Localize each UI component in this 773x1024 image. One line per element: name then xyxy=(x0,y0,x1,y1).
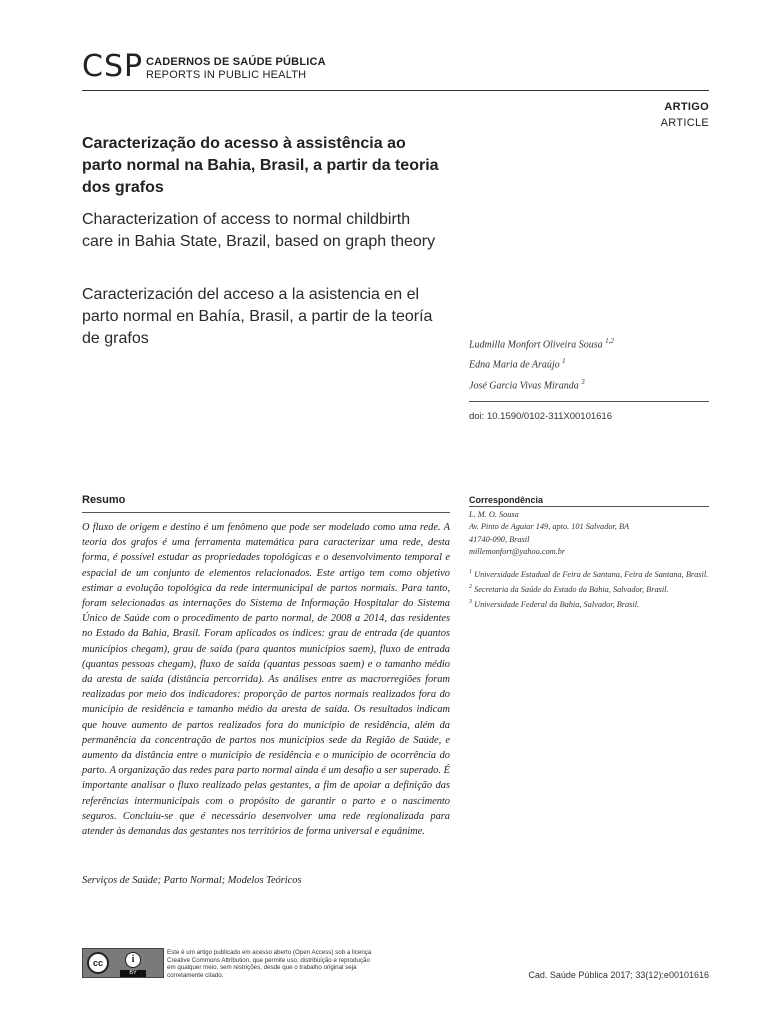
affiliation-item: $^1$ Universidade Estadual de Feira de Santana, Feira de Santana, Brasil. xyxy=(469,569,709,579)
by-label: BY xyxy=(120,970,146,977)
journal-name-pt: CADERNOS DE SAÚDE PÚBLICA xyxy=(146,56,326,68)
author-item: José Garcia Vivas Miranda $^3$ xyxy=(469,377,585,391)
affiliation-list xyxy=(469,566,709,612)
abstract-heading: Resumo xyxy=(82,494,126,506)
title-portuguese: Caracterização do acesso à assistência ao parto normal na Bahia, Brasil, a partir da teoria dos grafos xyxy=(82,135,439,196)
title-spanish: Caracterización del acceso a la asistencia en el parto normal en Bahía, Brasil, a partir de la teoría de grafos xyxy=(82,286,433,347)
cc-icon: cc xyxy=(87,952,109,974)
correspondence-line: L. M. O. Sousa xyxy=(469,510,519,519)
journal-name-en: REPORTS IN PUBLIC HEALTH xyxy=(146,69,307,81)
correspondence-address xyxy=(469,509,629,559)
abstract-divider xyxy=(82,512,450,513)
correspondence-heading: Correspondência xyxy=(469,495,544,505)
article-type-pt: ARTIGO xyxy=(664,101,709,113)
journal-citation: Cad. Saúde Pública 2017; 33(12):e00101616 xyxy=(528,970,709,980)
doi-divider xyxy=(469,401,709,402)
header-divider xyxy=(82,90,709,91)
doi-link[interactable]: doi: 10.1590/0102-311X00101616 xyxy=(469,411,612,422)
cc-by-license-badge[interactable] xyxy=(82,948,164,978)
abstract-text: O fluxo de origem e destino é um fenômeno que pode ser modelado como uma rede. A teoria dos grafos é uma ferramenta matemática para caracterizar uma rede, desta forma, é possível estudar as propriedades topológicas e o desenvolvimento temporal e espacial de um conjunto de elementos relacionados. Este artigo tem como objetivo estimar a evolução topológica da rede intermunicipal de partos normais. Para tanto, foram selecionadas as internações do Sistema de Informação Hospitalar do Sistema Único de Saúde com o procedimento de parto normal, de 2008 a 2014, das residentes no Estado da Bahia, Brasil. Foram aplicados os índices: grau de entrada (de quantos municípios chegam), grau de saída (para quantos municípios saem), fluxo de entrada (quantas pessoas chegam), fluxo de saída (quantas pessoas saem) e o tamanho médio da aresta de saída (distância percorrida). As análises entre as macrorregiões foram realizadas por meio dos indicadores: proporção de partos normais realizados fora do município de residência e tamanho médio da aresta de saída. Os resultados indicam que houve aumento de partos realizados fora do município de residência, além da permanência da concentração de partos nos municípios sede da Região de Saúde, e aumento da distância entre o município de residência e o município de ocorrência do parto. A organização das redes para parto normal ainda é um desafio a ser superado. É importante analisar o fluxo realizado pelas gestantes, a fim de apoiar a definição das referências intermunicipais com o propósito de garantir o parto e o nascimento seguros. Concluiu-se que é necessário desenvolver uma rede regionalizada para atender às demandas das gestantes nos territórios de forma universal e equânime. xyxy=(82,522,450,838)
correspondence-divider xyxy=(469,506,709,507)
author-list xyxy=(469,333,614,394)
affiliation-item: $^2$ Secretaria da Saúde do Estado da Bahia, Salvador, Brasil. xyxy=(469,584,669,594)
title-english: Characterization of access to normal childbirth care in Bahia State, Brazil, based on graph theory xyxy=(82,211,436,250)
license-text: Este é um artigo publicado em acesso aberto (Open Access) sob a licença Creative Commons Attribution, que permite uso, distribuição e reprodução em qualquer meio, sem restrições, desde que o trabalho original seja corretamente citado. xyxy=(167,949,372,979)
article-type-en: ARTICLE xyxy=(660,117,709,129)
attribution-icon: i xyxy=(125,952,141,968)
keywords: Serviços de Saúde; Parto Normal; Modelos Teóricos xyxy=(82,875,302,886)
affiliation-item: $^3$ Universidade Federal da Bahia, Salvador, Brasil. xyxy=(469,599,640,610)
correspondence-email[interactable]: millemonfort@yahoo.com.br xyxy=(469,547,566,557)
author-item: Edna Maria de Araújo $^1$ xyxy=(469,357,566,371)
journal-logo: CSP xyxy=(82,49,144,84)
author-item: Ludmilla Monfort Oliveira Sousa $^{1,2}$ xyxy=(469,337,614,351)
correspondence-line: Av. Pinto de Aguiar 149, apto. 101 Salvador, BA xyxy=(469,522,630,532)
correspondence-line: 41740-090, Brasil xyxy=(469,534,530,544)
